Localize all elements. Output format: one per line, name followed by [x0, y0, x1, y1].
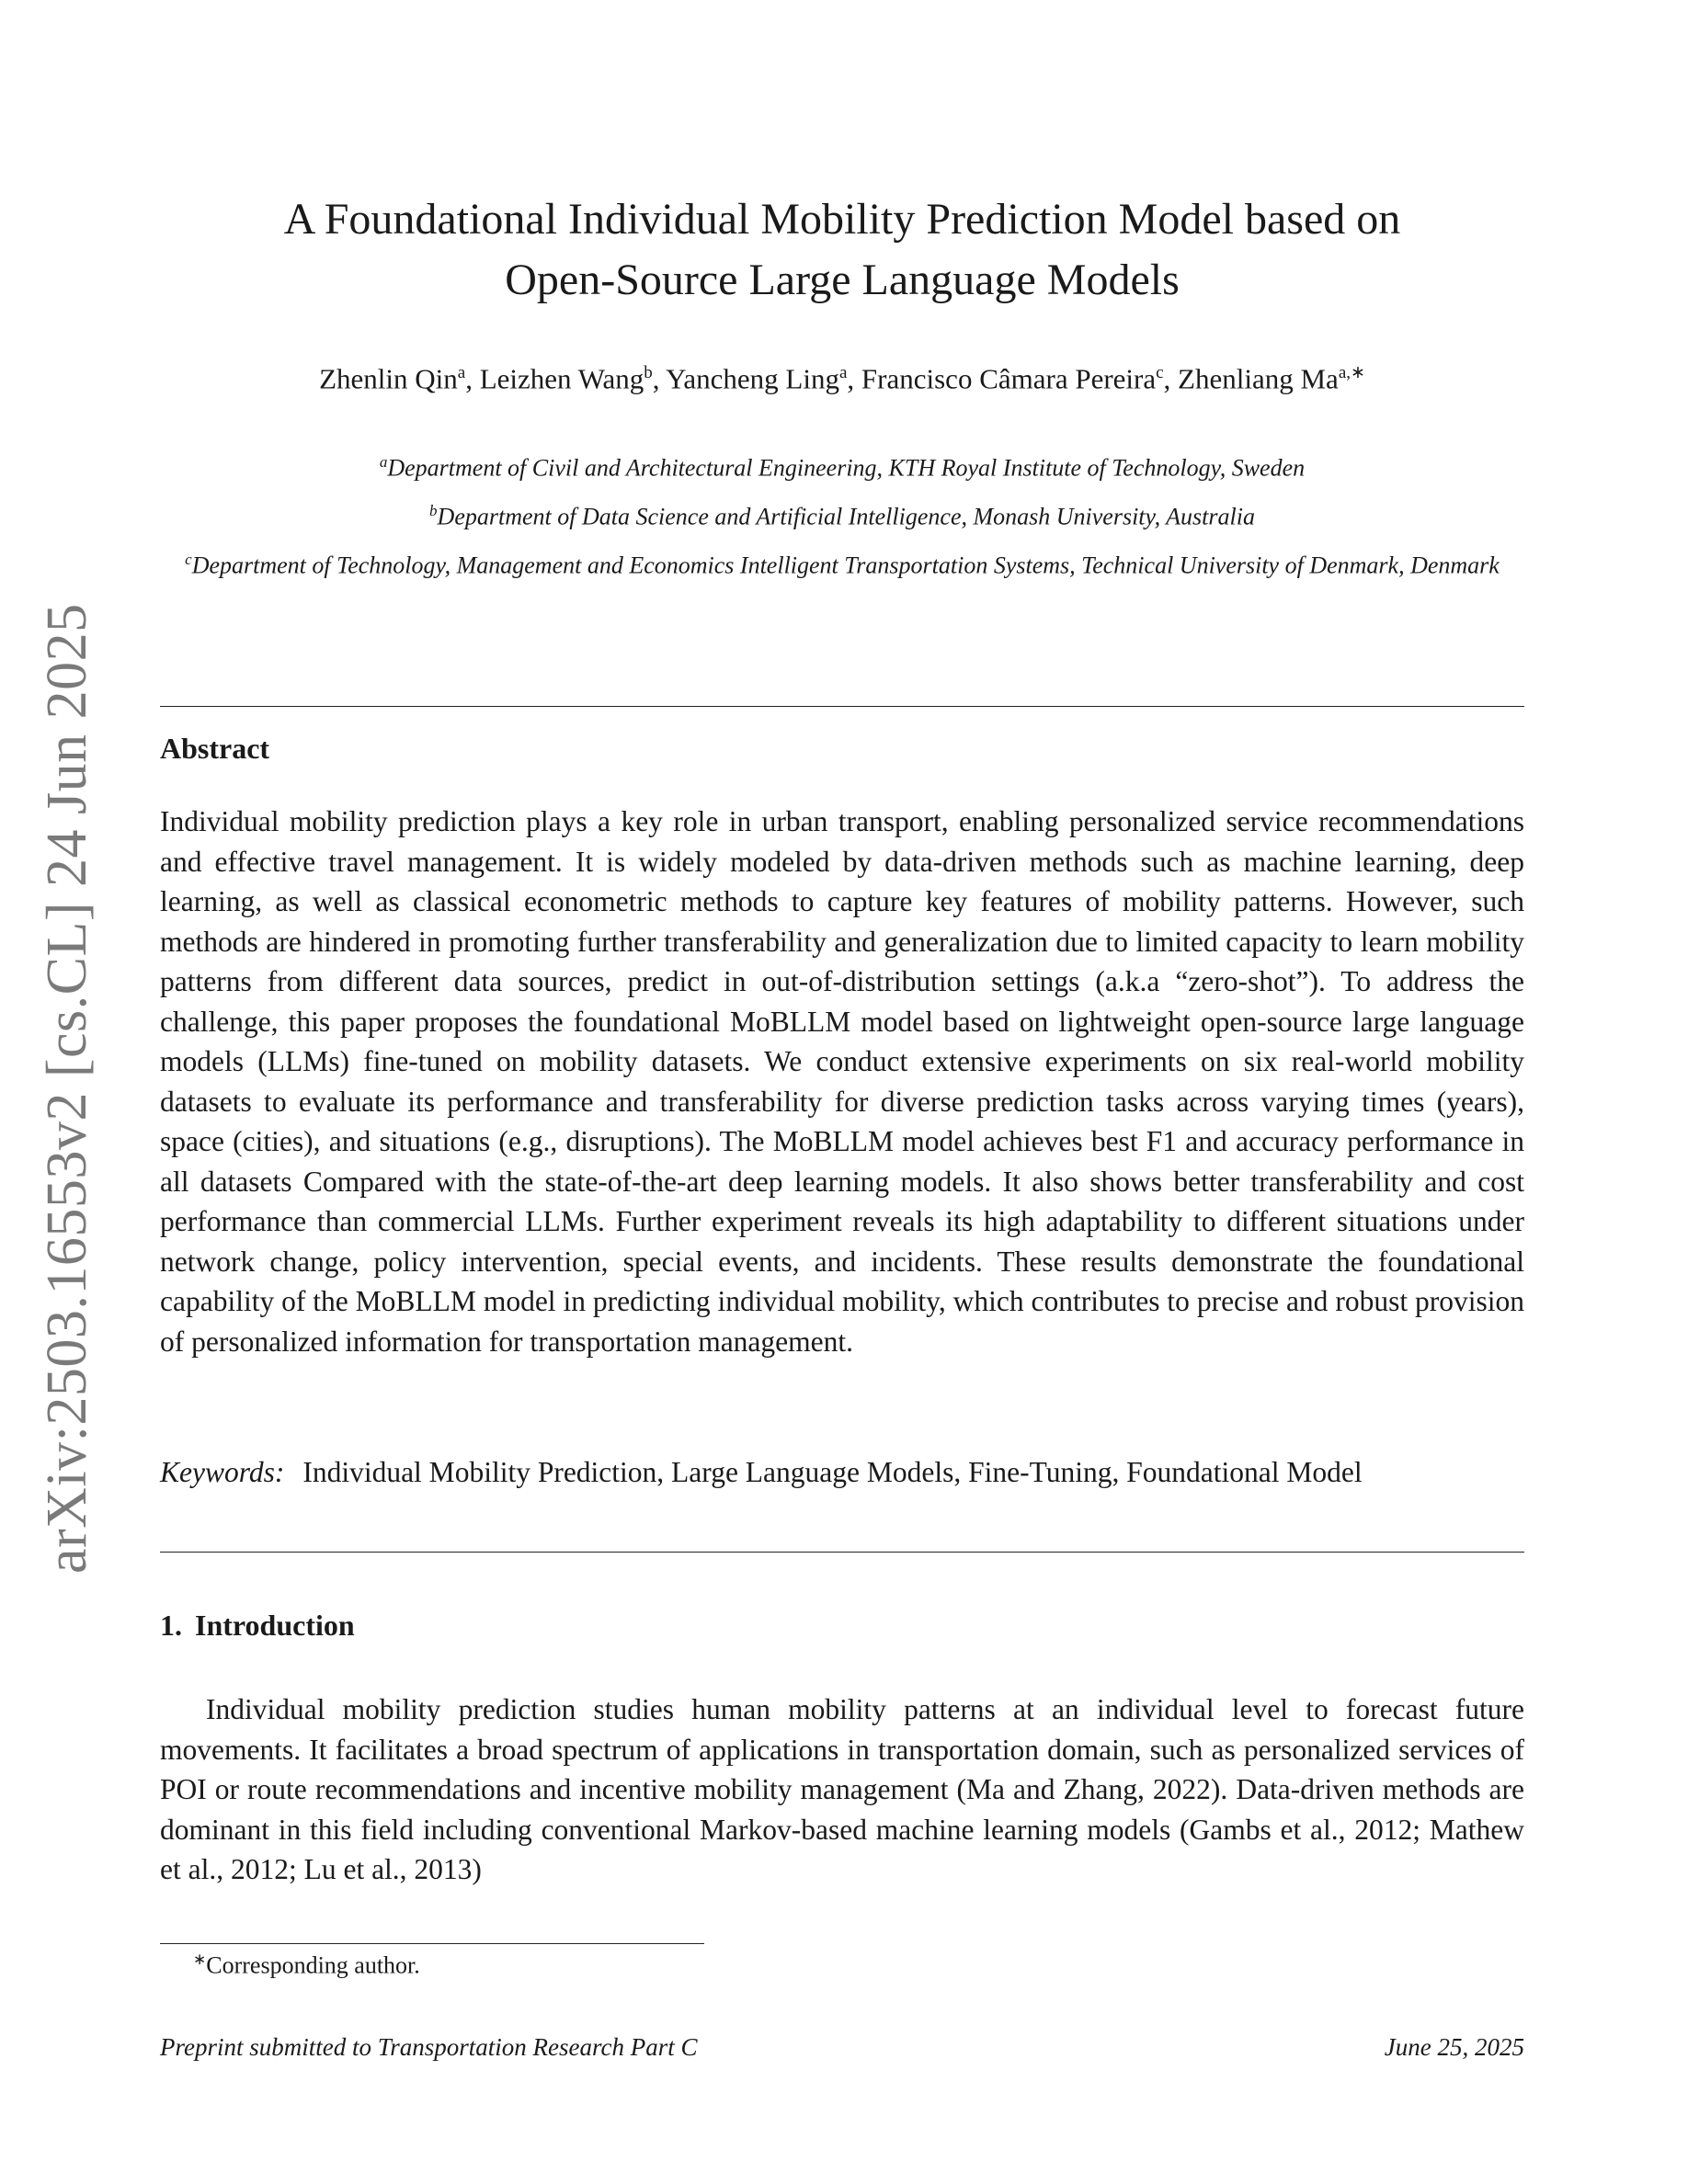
paper-title [160, 189, 1524, 311]
author-name: Francisco Câmara Pereira [861, 362, 1157, 395]
author-name: Yancheng Ling [666, 362, 839, 395]
abstract-top-divider [160, 706, 1524, 707]
affiliation-mark: b [429, 502, 438, 519]
title-line-1: A Foundational Individual Mobility Prediction Model based on [283, 195, 1401, 244]
affiliation-mark: a [379, 453, 388, 471]
keywords-text: Individual Mobility Prediction, Large Language Models, Fine-Tuning, Foundational Model [302, 1456, 1363, 1488]
affiliation-c [160, 542, 1524, 584]
introduction-paragraph: Individual mobility prediction studies human mobility patterns at an individual level to forecast future movements. It facilitates a broad spectrum of applications in transportation domain, such as personalized services of POI or route recommendations and incentive mobility management (Ma and Zhang, 2022). Data-driven methods are dominant in this field including conventional Markov-based machine learning models (Gambs et al., 2012; Mathew et al., 2012; Lu et al., 2013) [160, 1693, 1524, 1885]
author-list: Zhenlin Qin$^a$, Leizhen Wang$^b$, Yancheng Ling$^a$, Francisco Câmara Pereira$^c$, Zhenliang $Ma^{a,∗}$ [319, 362, 1365, 395]
keywords-label: Keywords: [160, 1456, 285, 1488]
affiliation-text: Department of Civil and Architectural Engineering, KTH Royal Institute of Technology, Sweden [387, 454, 1306, 482]
author-affiliation-mark: c [1156, 363, 1164, 382]
affiliation-text: Department of Data Science and Artificial Intelligence, Monash University, Australia [437, 503, 1255, 530]
footer-journal-note: Preprint submitted to Transportation Research Part C [160, 2033, 698, 2061]
abstract-bottom-divider [160, 1552, 1524, 1553]
author-affiliation-mark: a [838, 363, 848, 382]
author-name: Zhenliang Ma [1178, 362, 1339, 395]
footnote [193, 1951, 420, 1980]
affiliation-mark: c [185, 551, 192, 568]
affiliation-b [160, 494, 1524, 535]
affiliation-text: Department of Technology, Management and Economics Intelligent Transportation Systems, Technical University of Denmark, Denmark [191, 552, 1500, 579]
section-number: 1. [160, 1609, 182, 1642]
footnote-text: Corresponding author. [206, 1951, 420, 1979]
author-affiliation-mark: a [457, 363, 466, 382]
title-line-2: Open-Source Large Language Models [505, 256, 1180, 304]
author-name: Leizhen Wang [479, 362, 644, 395]
section-heading-introduction [160, 1609, 355, 1643]
author-affiliation-mark: a,∗ [1338, 363, 1365, 382]
author-name: Zhenlin Qin [319, 362, 458, 395]
footer-date: June 25, 2025 [1384, 2033, 1524, 2061]
footnote-divider [160, 1943, 704, 1944]
affiliation-a [160, 445, 1524, 486]
arxiv-identifier-stamp: arXiv:2503.16553v2 [cs.CL] 24 Jun 2025 [36, 603, 98, 1574]
abstract-heading: Abstract [160, 732, 270, 765]
abstract-text: Individual mobility prediction plays a key role in urban transport, enabling personalized service recommendations and effective travel management. It is widely modeled by data-driven methods such as machine learning, deep learning, as well as classical econometric methods to capture key features of mobility patterns. However, such methods are hindered in promoting further transferability and generalization due to limited capacity to learn mobility patterns from different data sources, predict in out-of-distribution settings (a.k.a “zero-shot”). To address the challenge, this paper proposes the foundational MoBLLM model based on lightweight open-source large language models (LLMs) fine-tuned on mobility datasets. We conduct extensive experiments on six real-world mobility datasets to evaluate its performance and transferability for diverse prediction tasks across varying times (years), space (cities), and situations (e.g., disruptions). The MoBLLM model achieves best F1 and accuracy performance in all datasets Compared with the state-of-the-art deep learning models. It also shows better transferability and cost performance than commercial LLMs. Further experiment reveals its high adaptability to different situations under network change, policy intervention, special events, and incidents. These results demonstrate the foundational capability of the MoBLLM model in predicting individual mobility, which contributes to precise and robust provision of personalized information for transportation management. [160, 805, 1524, 1358]
footnote-mark: ∗ [193, 1951, 207, 1968]
section-title: Introduction [195, 1609, 355, 1642]
author-affiliation-mark: b [644, 363, 653, 382]
keywords [160, 1452, 1524, 1493]
